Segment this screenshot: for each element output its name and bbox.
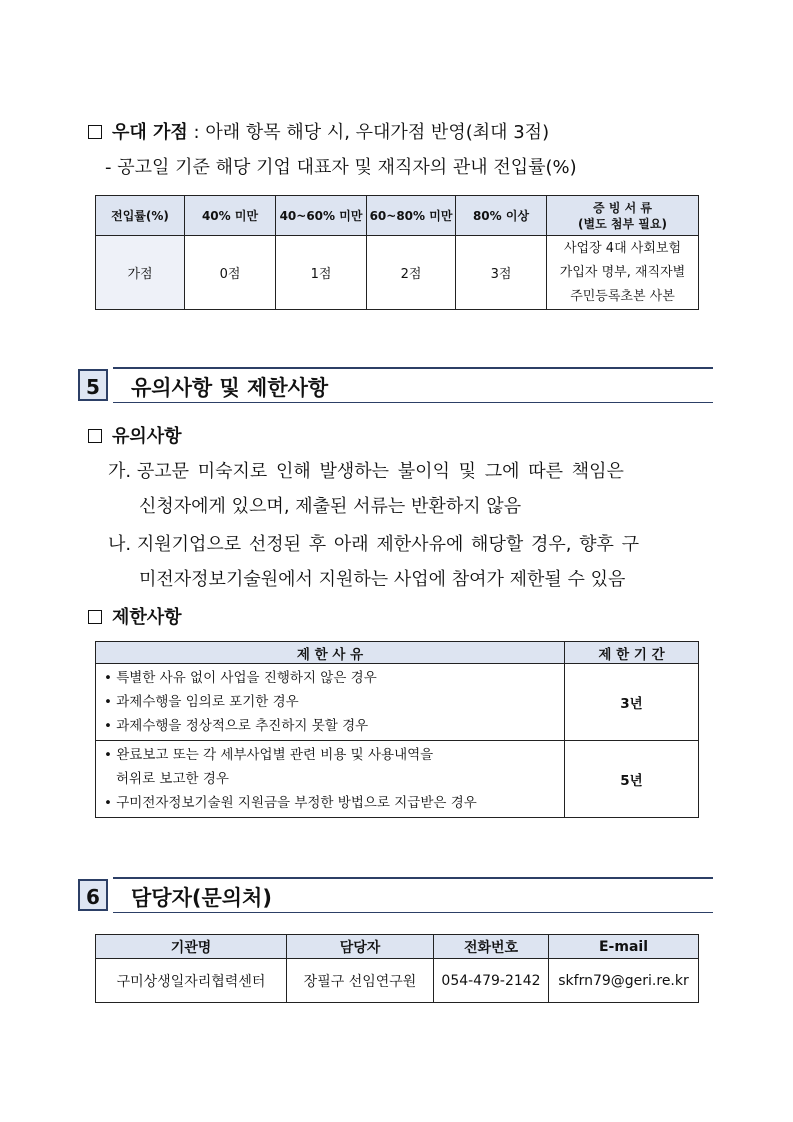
header-cell: 80% 이상 [456, 196, 547, 236]
evidence-header-title: 증 빙 서 류 [593, 200, 652, 215]
bonus-title: 우대 가점 [112, 122, 188, 143]
evidence-line: 주민등록초본 사본 [570, 288, 675, 304]
list-item: • 완료보고 또는 각 세부사업별 관련 비용 및 사용내역을 [104, 747, 434, 763]
header-period: 제 한 기 간 [565, 642, 699, 664]
reason-group [96, 664, 565, 741]
note-text-cont: 미전자정보기술원에서 지원하는 사업에 참여가 제한될 수 있음 [139, 569, 626, 590]
evidence-line: 사업장 4대 사회보험 [564, 240, 681, 256]
evidence-line: 가입자 명부, 재직자별 [559, 264, 686, 280]
row-label: 가점 [96, 236, 185, 310]
reason-group [96, 741, 565, 818]
note-item [108, 457, 624, 483]
section-title: 담당자(문의처) [131, 886, 272, 910]
section-number: 5 [78, 369, 108, 401]
header-reason: 제 한 사 유 [96, 642, 565, 664]
header-cell: 전입률(%) [96, 196, 185, 236]
period-cell: 5년 [565, 741, 699, 818]
restriction-table [95, 641, 699, 818]
note-text: 지원기업으로 선정된 후 아래 제한사유에 해당할 경우, 향후 구 [136, 534, 640, 555]
bonus-table [95, 195, 699, 310]
list-item: • 과제수행을 정상적으로 추진하지 못할 경우 [104, 718, 369, 734]
section-number: 6 [78, 879, 108, 911]
value-cell: 2점 [367, 236, 456, 310]
checkbox-square-icon [88, 125, 102, 139]
header-cell: 40% 미만 [185, 196, 276, 236]
note-marker: 나. [108, 534, 132, 555]
list-item: • 과제수행을 임의로 포기한 경우 [104, 694, 299, 710]
note-text: 공고문 미숙지로 인해 발생하는 불이익 및 그에 따른 책임은 [136, 461, 624, 482]
value-cell: 0점 [185, 236, 276, 310]
checkbox-square-icon [88, 429, 102, 443]
org-cell: 구미상생일자리협력센터 [96, 959, 287, 1003]
restrict-heading [88, 603, 182, 629]
value-cell: 3점 [456, 236, 547, 310]
note-marker: 가. [108, 461, 132, 482]
contact-table [95, 934, 699, 1003]
note-text-cont: 신청자에게 있으며, 제출된 서류는 반환하지 않음 [139, 496, 522, 517]
note-item [108, 530, 639, 556]
notes-heading [88, 422, 182, 448]
value-cell: 1점 [276, 236, 367, 310]
evidence-header [547, 196, 699, 236]
bonus-title-rest: : 아래 항목 해당 시, 우대가점 반영(최대 3점) [187, 122, 550, 143]
list-item-cont: 허위로 보고한 경우 [116, 771, 229, 787]
header-cell: 60~80% 미만 [367, 196, 456, 236]
contact-cell: 장필구 선임연구원 [287, 959, 434, 1003]
list-item: • 구미전자정보기술원 지원금을 부정한 방법으로 지급받은 경우 [104, 795, 477, 811]
header-cell: 기관명 [96, 935, 287, 959]
period-cell: 3년 [565, 664, 699, 741]
evidence-header-note: (별도 첨부 필요) [578, 216, 667, 231]
list-item: • 특별한 사유 없이 사업을 진행하지 않은 경우 [104, 670, 377, 686]
bonus-subtitle: - 공고일 기준 해당 기업 대표자 및 재직자의 관내 전입률(%) [105, 157, 577, 178]
header-cell: 담당자 [287, 935, 434, 959]
email-cell[interactable]: skfrn79@geri.re.kr [549, 959, 699, 1003]
bonus-heading [88, 118, 549, 144]
evidence-cell [547, 236, 699, 310]
section-title: 유의사항 및 제한사항 [131, 376, 329, 400]
header-cell: E-mail [549, 935, 699, 959]
phone-cell: 054-479-2142 [434, 959, 549, 1003]
notes-title: 유의사항 [112, 426, 182, 447]
restrict-title: 제한사항 [112, 607, 182, 628]
checkbox-square-icon [88, 610, 102, 624]
header-cell: 40~60% 미만 [276, 196, 367, 236]
header-cell: 전화번호 [434, 935, 549, 959]
